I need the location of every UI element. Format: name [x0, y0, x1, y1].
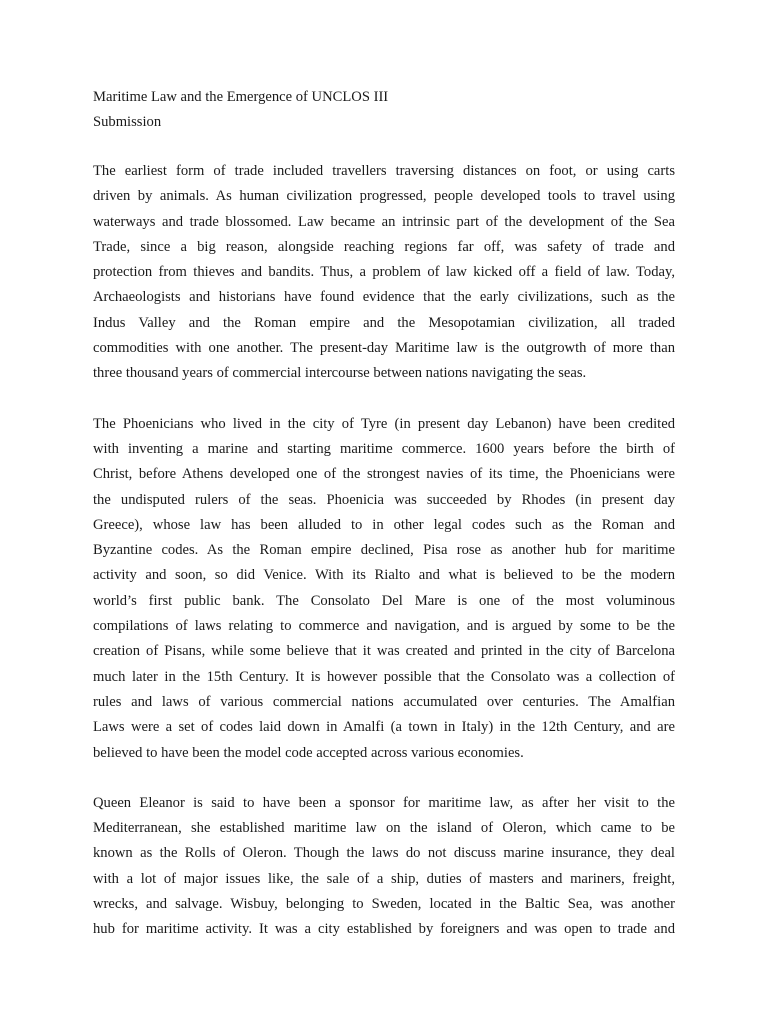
paragraph-line: world’s first public bank. The Consolato Del Mare is one of the most voluminous: [93, 592, 675, 609]
paragraph-line: commodities with one another. The present-day Maritime law is the outgrowth of more than: [93, 340, 675, 357]
paragraph-line: Laws were a set of codes laid down in Amalfi (a town in Italy) in the 12th Century, and are: [93, 719, 675, 736]
paragraph-line: Trade, since a big reason, alongside reaching regions far off, was safety of trade and: [93, 238, 675, 255]
paragraph-line: driven by animals. As human civilization progressed, people developed tools to travel using: [93, 188, 675, 205]
paragraph-line: The Phoenicians who lived in the city of Tyre (in present day Lebanon) have been credited: [93, 415, 675, 432]
paragraph-line: Greece), whose law has been alluded to in other legal codes such as the Roman and: [93, 516, 675, 533]
paragraph-1: [93, 159, 675, 387]
paragraph-line: believed to have been the model code accepted across various economies.: [93, 744, 524, 761]
paragraph-line: Queen Eleanor is said to have been a sponsor for maritime law, as after her visit to the: [93, 794, 675, 811]
paragraph-line: waterways and trade blossomed. Law became an intrinsic part of the development of the Sea: [93, 213, 675, 230]
paragraph-line: much later in the 15th Century. It is however possible that the Consolato was a collection of: [93, 668, 675, 685]
paragraph-line: hub for maritime activity. It was a city established by foreigners and was open to trade and: [93, 921, 675, 938]
paragraph-line: compilations of laws relating to commerce and navigation, and is argued by some to be the: [93, 618, 675, 635]
paragraph-line: Byzantine codes. As the Roman empire declined, Pisa rose as another hub for maritime: [93, 542, 675, 559]
paragraph-line: Mediterranean, she established maritime law on the island of Oleron, which came to be: [93, 820, 675, 837]
paragraph-line: wrecks, and salvage. Wisbuy, belonging to Sweden, located in the Baltic Sea, was another: [93, 896, 675, 913]
paragraph-line: the undisputed rulers of the seas. Phoenicia was succeeded by Rhodes (in present day: [93, 491, 675, 508]
paragraph-3: [93, 791, 675, 943]
paragraph-line: with inventing a marine and starting maritime commerce. 1600 years before the birth of: [93, 440, 675, 457]
paragraph-line: The earliest form of trade included travellers traversing distances on foot, or using carts: [93, 163, 675, 179]
paragraph-2: [93, 412, 675, 766]
paragraph-line: Christ, before Athens developed one of the strongest navies of its time, the Phoenicians were: [93, 466, 675, 483]
paragraph-line: Archaeologists and historians have found evidence that the early civilizations, such as the: [93, 289, 675, 306]
document-subtitle: Submission: [93, 113, 162, 130]
paragraph-line: creation of Pisans, while some believe that it was created and printed in the city of Barcelona: [93, 643, 675, 660]
document-page: [93, 85, 675, 943]
spacer: [93, 766, 675, 791]
spacer: [93, 387, 675, 412]
paragraph-line: protection from thieves and bandits. Thus, a problem of law kicked off a field of law. Today,: [93, 264, 675, 281]
paragraph-line: three thousand years of commercial intercourse between nations navigating the seas.: [93, 365, 587, 382]
paragraph-line: activity and soon, so did Venice. With its Rialto and what is believed to be the modern: [93, 567, 675, 584]
document-title: Maritime Law and the Emergence of UNCLOS III: [93, 89, 389, 105]
paragraph-line: rules and laws of various commercial nations accumulated over centuries. The Amalfian: [93, 693, 675, 710]
paragraph-line: Indus Valley and the Roman empire and the Mesopotamian civilization, all traded: [93, 314, 675, 331]
paragraph-line: known as the Rolls of Oleron. Though the laws do not discuss marine insurance, they deal: [93, 845, 675, 862]
paragraph-line: with a lot of major issues like, the sale of a ship, duties of masters and mariners, freight,: [93, 870, 675, 887]
spacer: [93, 134, 675, 159]
